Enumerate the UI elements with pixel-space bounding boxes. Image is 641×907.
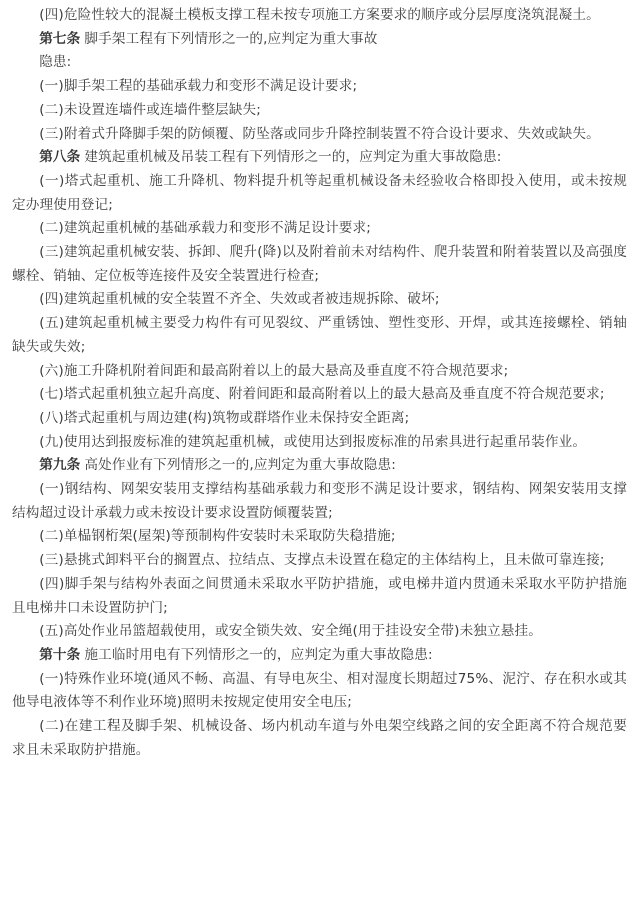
clause-paragraph [12,549,627,573]
paragraph-text: 脚手架工程有下列情形之一的,应判定为重大事故 [84,30,378,47]
paragraph-text: (五)高处作业吊篮超载使用，或安全锁失效、安全绳(用于挂设安全带)未独立悬挂。 [39,623,543,640]
paragraph-text: (四)危险性较大的混凝土模板支撑工程未按专项施工方案要求的顺序或分层厚度浇筑混凝土。 [39,7,600,23]
paragraph-text: (一)钢结构、网架安装用支撑结构基础承载力和变形不满足设计要求，钢结构、网架安装用支撑结构超过设计承载力或未按设计要求设置防倾覆装置; [12,481,627,521]
paragraph-text: (四)脚手架与结构外表面之间贯通未采取水平防护措施，或电梯井道内贯通未采取水平防护措施且电梯井口未设置防护门; [12,575,627,616]
clause-paragraph [12,170,627,217]
paragraph-text: (一)塔式起重机、施工升降机、物料提升机等起重机械设备未经验收合格即投入使用，或未按规定办理使用登记; [12,172,627,213]
clause-paragraph [12,407,627,431]
paragraph-text: (二)建筑起重机械的基础承载力和变形不满足设计要求; [39,220,371,237]
article-number: 第八条 [39,149,81,166]
clause-paragraph [12,123,627,147]
clause-paragraph [12,668,627,715]
paragraph-text: (五)建筑起重机械主要受力构件有可见裂纹、严重锈蚀、塑性变形、开焊，或其连接螺栓、销轴缺失或失效; [12,315,627,355]
paragraph-text: (六)施工升降机附着间距和最高附着以上的最大悬高及垂直度不符合规范要求; [39,362,509,379]
clause-paragraph [12,620,627,644]
paragraph-text: 隐患: [39,54,72,71]
paragraph-text: (一)脚手架工程的基础承载力和变形不满足设计要求; [39,78,358,95]
article-paragraph [12,146,627,170]
paragraph-text: (九)使用达到报废标准的建筑起重机械，或使用达到报废标准的吊索具进行起重吊装作业。 [39,433,587,450]
paragraph-text: 建筑起重机械及吊装工程有下列情形之一的，应判定为重大事故隐患: [84,149,502,166]
paragraph-text: 高处作业有下列情形之一的,应判定为重大事故隐患: [84,457,396,474]
article-number: 第七条 [39,30,81,47]
paragraph-text: (二)单榀钢桁架(屋架)等预制构件安装时未采取防失稳措施; [39,528,396,545]
paragraph-text: (三)建筑起重机械安装、拆卸、爬升(降)以及附着前未对结构件、爬升装置和附着装置以及高强度螺栓、销轴、定位板等连接件及安全装置进行检查; [12,244,627,284]
article-paragraph [12,454,627,478]
article-paragraph [12,644,627,668]
paragraph-text: (二)在建工程及脚手架、机械设备、场内机动车道与外电架空线路之间的安全距离不符合规范要求且未采取防护措施。 [12,718,627,758]
clause-paragraph [12,4,627,28]
clause-paragraph [12,75,627,99]
article-paragraph [12,28,627,52]
paragraph-text: (三)附着式升降脚手架的防倾覆、防坠落或同步升降控制装置不符合设计要求、失效或缺失。 [39,125,600,142]
clause-paragraph [12,525,627,549]
paragraph-text: (三)悬挑式卸料平台的搁置点、拉结点、支撑点未设置在稳定的主体结构上，且未做可靠连接; [39,552,605,569]
clause-paragraph [12,99,627,123]
clause-paragraph [12,573,627,620]
clause-paragraph [12,217,627,241]
paragraph-text: (八)塔式起重机与周边建(构)筑物或群塔作业未保持安全距离; [39,409,410,426]
clause-paragraph [12,288,627,312]
article-number: 第十条 [39,646,81,663]
clause-paragraph [12,383,627,407]
clause-paragraph [12,715,627,762]
paragraph-text: (七)塔式起重机独立起升高度、附着间距和最高附着以上的最大悬高及垂直度不符合规范要求; [39,386,605,403]
paragraph-text: 施工临时用电有下列情形之一的，应判定为重大事故隐患: [84,646,433,663]
paragraph-text: (二)未设置连墙件或连墙件整层缺失; [39,101,261,118]
article-number: 第九条 [39,457,81,474]
clause-paragraph [12,360,627,384]
clause-paragraph [12,478,627,525]
paragraph-text: (四)建筑起重机械的安全装置不齐全、失效或者被违规拆除、破坏; [39,291,440,308]
paragraph-text: (一)特殊作业环境(通风不畅、高温、有导电灰尘、相对湿度长期超过75%、泥泞、存在积水或其他导电液体等不利作业环境)照明未按规定使用安全电压; [12,670,627,711]
clause-paragraph [12,431,627,455]
clause-paragraph [12,51,627,75]
clause-paragraph [12,312,627,359]
clause-paragraph [12,241,627,288]
